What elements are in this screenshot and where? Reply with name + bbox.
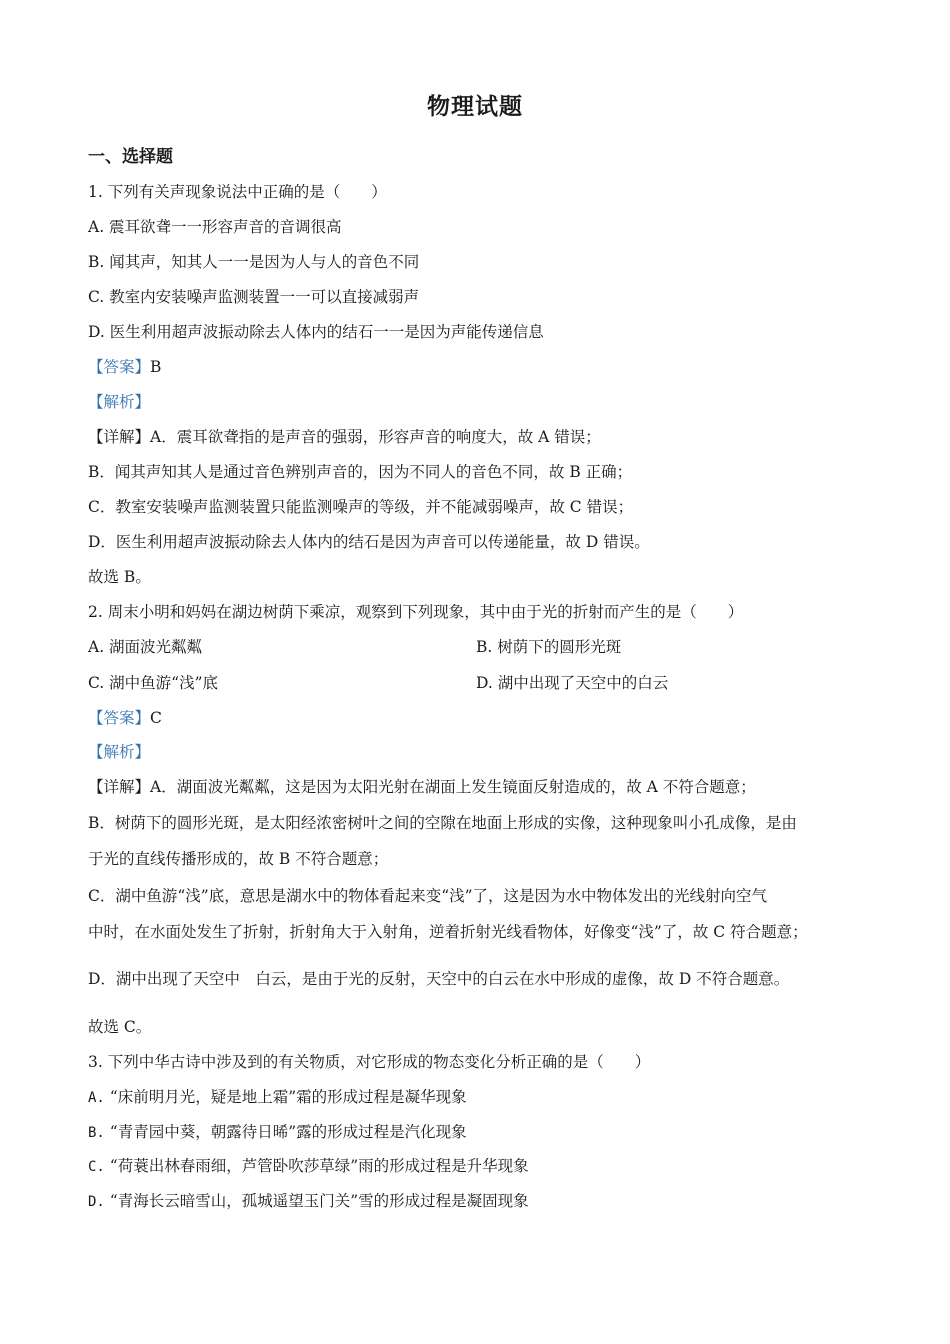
- question-3-option-a: [88, 1086, 467, 1109]
- question-2-detail-a: [88, 776, 756, 798]
- option-letter: C.: [88, 1159, 105, 1175]
- question-2-option-c: C. 湖中鱼游“浅”底: [88, 674, 219, 692]
- detail-text: A．湖面波光粼粼，这是因为太阳光射在湖面上发生镜面反射造成的，故 A 不符合题意；: [150, 778, 756, 796]
- detail-tag: 【详解】: [88, 428, 151, 446]
- option-text: “青青园中葵，朝露待日晞”露的形成过程是汽化现象: [109, 1123, 467, 1141]
- question-2-detail-d: D．湖中出现了天空中 白云，是由于光的反射，天空中的白云在水中形成的虚像，故 D 不符合题意。: [88, 970, 790, 988]
- question-2-detail-b-line-2: 于光的直线传播形成的，故 B 不符合题意；: [88, 850, 389, 868]
- detail-text: A．震耳欲聋指的是声音的强弱，形容声音的响度大，故 A 错误；: [150, 428, 601, 446]
- question-2-answer: [88, 707, 162, 729]
- option-text: “床前明月光，疑是地上霜”霜的形成过程是凝华现象: [109, 1088, 467, 1106]
- detail-tag: 【详解】: [88, 778, 151, 796]
- question-3-option-b: [88, 1121, 467, 1144]
- question-3-stem: 3. 下列中华古诗中涉及到的有关物质，对它形成的物态变化分析正确的是（ ）: [88, 1053, 651, 1071]
- question-2-detail-c-line-1: C．湖中鱼游“浅”底，意思是湖水中的物体看起来变“浅”了，这是因为水中物体发出的光线射向空气: [88, 887, 768, 905]
- question-1-stem: 1. 下列有关声现象说法中正确的是（ ）: [88, 183, 387, 201]
- question-1-detail-b: B．闻其声知其人是通过音色辨别声音的，因为不同人的音色不同，故 B 正确；: [88, 463, 633, 481]
- answer-tag: 【答案】: [88, 358, 151, 376]
- question-2-option-d: D. 湖中出现了天空中的白云: [476, 674, 669, 692]
- question-1-answer: [88, 356, 161, 378]
- question-1-option-d: D. 医生利用超声波振动除去人体内的结石一一是因为声能传递信息: [88, 323, 544, 341]
- answer-value: B: [150, 358, 162, 376]
- answer-tag: 【答案】: [88, 709, 151, 727]
- option-letter: B.: [88, 1125, 105, 1141]
- question-3-option-c: [88, 1155, 529, 1178]
- question-1-conclusion: 故选 B。: [88, 568, 151, 586]
- question-2-option-a: A. 湖面波光粼粼: [88, 638, 203, 656]
- question-2-conclusion: 故选 C。: [88, 1018, 152, 1036]
- question-1-detail-a: [88, 426, 601, 448]
- option-letter: A.: [88, 1090, 105, 1106]
- question-2-option-b: B. 树荫下的圆形光斑: [476, 638, 622, 656]
- option-letter: D.: [88, 1194, 105, 1210]
- question-1-detail-c: C．教室安装噪声监测装置只能监测噪声的等级，并不能减弱噪声，故 C 错误；: [88, 498, 634, 516]
- option-text: “青海长云暗雪山，孤城遥望玉门关”雪的形成过程是凝固现象: [109, 1192, 529, 1210]
- answer-value: C: [150, 709, 162, 727]
- page-title: 物理试题: [427, 93, 523, 120]
- question-3-option-d: [88, 1190, 529, 1213]
- question-1-option-b: B. 闻其声，知其人一一是因为人与人的音色不同: [88, 253, 420, 271]
- question-1-analysis-tag: 【解析】: [88, 393, 151, 411]
- question-2-stem: 2. 周末小明和妈妈在湖边树荫下乘凉，观察到下列现象，其中由于光的折射而产生的是（ ）: [88, 603, 744, 621]
- question-1-detail-d: D．医生利用超声波振动除去人体内的结石是因为声音可以传递能量，故 D 错误。: [88, 533, 650, 551]
- question-1-option-a: A. 震耳欲聋一一形容声音的音调很高: [88, 218, 342, 236]
- section-heading: 一、选择题: [88, 147, 173, 167]
- question-1-option-c: C. 教室内安装噪声监测装置一一可以直接减弱声: [88, 288, 420, 306]
- question-2-detail-b-line-1: B．树荫下的圆形光斑，是太阳经浓密树叶之间的空隙在地面上形成的实像，这种现象叫小孔成像，是由: [88, 814, 797, 832]
- question-2-detail-c-line-2: 中时，在水面处发生了折射，折射角大于入射角，逆着折射光线看物体，好像变“浅”了，故 C 符合题意；: [88, 923, 808, 941]
- option-text: “荷蓑出林春雨细，芦管卧吹莎草绿”雨的形成过程是升华现象: [109, 1157, 529, 1175]
- question-2-analysis-tag: 【解析】: [88, 743, 151, 761]
